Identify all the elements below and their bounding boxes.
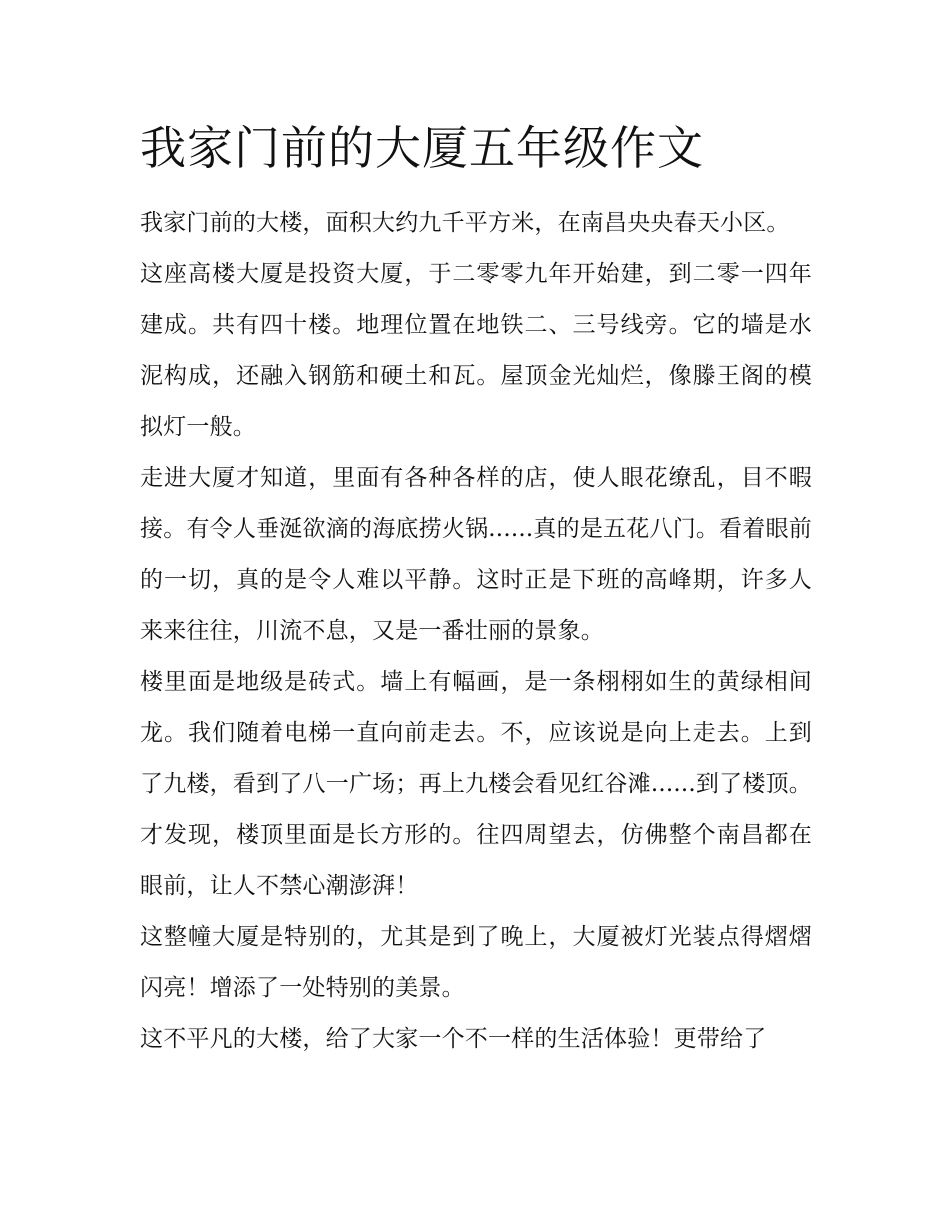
article-body bbox=[140, 198, 812, 1065]
article-title: 我家门前的大厦五年级作文 bbox=[140, 121, 704, 175]
paragraph: 楼里面是地级是砖式。墙上有幅画，是一条栩栩如生的黄绿相间龙。我们随着电梯一直向前走去。不，应该说是向上走去。上到了九楼，看到了八一广场；再上九楼会看见红谷滩......到了楼顶。才发现，楼顶里面是长方形的。往四周望去，仿佛整个南昌都在眼前，让人不禁心潮澎湃！ bbox=[140, 669, 812, 899]
paragraph: 这座高楼大厦是投资大厦，于二零零九年开始建，到二零一四年建成。共有四十楼。地理位置在地铁二、三号线旁。它的墙是水泥构成，还融入钢筋和硬土和瓦。屋顶金光灿烂，像滕王阁的模拟灯一般。 bbox=[140, 261, 812, 440]
paragraph: 这不平凡的大楼，给了大家一个不一样的生活体验！更带给了 bbox=[140, 1026, 767, 1052]
paragraph: 这整幢大厦是特别的，尤其是到了晚上，大厦被灯光装点得熠熠闪亮！增添了一处特别的美景。 bbox=[140, 924, 812, 1001]
article bbox=[140, 108, 812, 1065]
paragraph: 我家门前的大楼，面积大约九千平方米，在南昌央央春天小区。 bbox=[140, 210, 790, 236]
paragraph: 走进大厦才知道，里面有各种各样的店，使人眼花缭乱，目不暇接。有令人垂涎欲滴的海底捞火锅......真的是五花八门。看着眼前的一切，真的是令人难以平静。这时正是下班的高峰期，许多人来来往往，川流不息，又是一番壮丽的景象。 bbox=[140, 465, 812, 644]
